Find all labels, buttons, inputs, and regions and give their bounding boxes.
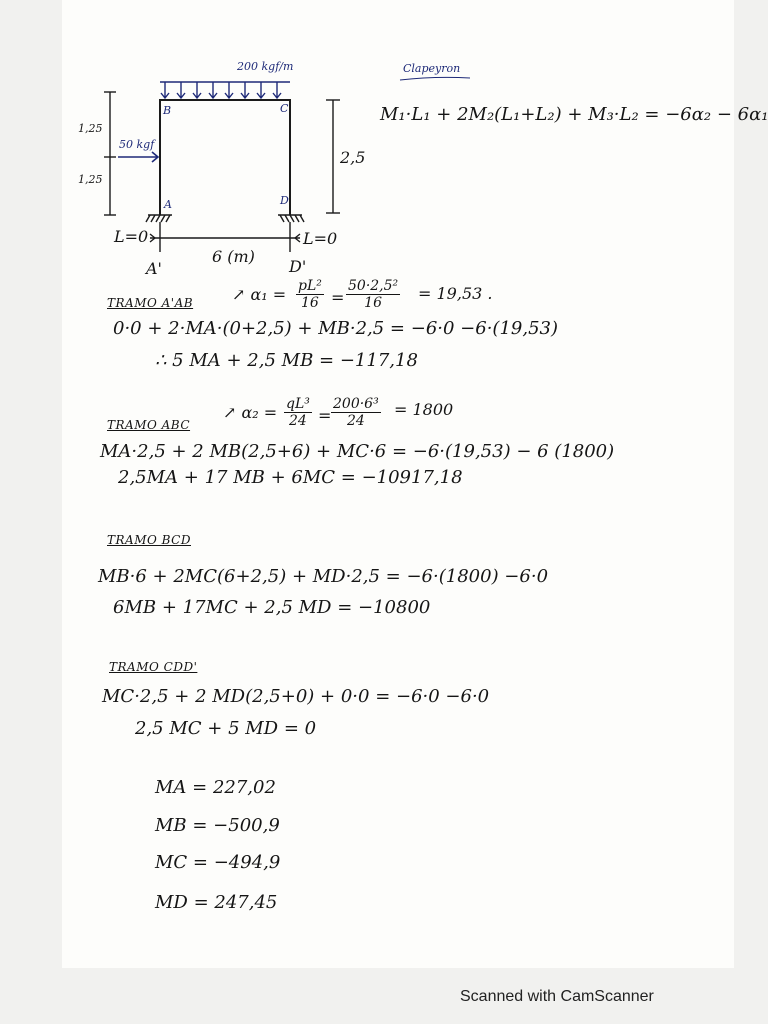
section1-line2: ∴ 5 MA + 2,5 MB = −117,18 xyxy=(155,350,418,371)
section1-alpha-lhs: ↗ α₁ = xyxy=(232,285,287,304)
section1-fraction1-den: 16 xyxy=(301,295,319,311)
section2-alpha-lhs: ↗ α₂ = xyxy=(223,403,278,422)
section1-alpha-result: = 19,53 . xyxy=(418,284,493,303)
section1-fraction1-num: pL² xyxy=(298,278,322,294)
scanner-watermark: Scanned with CamScanner xyxy=(460,988,654,1005)
a-prime-label: A' xyxy=(146,259,162,278)
section1-fraction2-num: 50·2,5² xyxy=(348,278,399,294)
section3-line2: 6MB + 17MC + 2,5 MD = −10800 xyxy=(113,597,431,618)
section2-fraction1-num: qL³ xyxy=(286,396,310,412)
section1-eq-sign: = xyxy=(331,288,345,307)
section2-line1: MA·2,5 + 2 MB(2,5+6) + MC·6 = −6·(19,53) − 6 (1800) xyxy=(100,441,615,462)
section3-line1: MB·6 + 2MC(6+2,5) + MD·2,5 = −6·(1800) −6·0 xyxy=(98,566,549,587)
section4-line2: 2,5 MC + 5 MD = 0 xyxy=(135,718,317,739)
section2-alpha-result: = 1800 xyxy=(394,400,454,419)
section1-line1: 0·0 + 2·MA·(0+2,5) + MB·2,5 = −6·0 −6·(19,53) xyxy=(113,318,558,339)
result-mc: MC = −494,9 xyxy=(155,852,281,873)
section2-fraction2-num: 200·6³ xyxy=(333,396,379,412)
d-prime-label: D' xyxy=(289,257,307,276)
left-length-label: L=0 xyxy=(114,227,149,246)
result-mb: MB = −500,9 xyxy=(155,815,280,836)
node-b-label: B xyxy=(163,104,172,117)
section4-heading: TRAMO CDD' xyxy=(109,660,198,674)
section4-line1: MC·2,5 + 2 MD(2,5+0) + 0·0 = −6·0 −6·0 xyxy=(102,686,490,707)
right-length-label: L=0 xyxy=(303,229,338,248)
node-c-label: C xyxy=(280,102,289,115)
dim-right-label: 2,5 xyxy=(340,148,366,167)
support-d xyxy=(278,215,304,222)
section1-fraction1 xyxy=(296,278,324,311)
node-d-label: D xyxy=(280,194,289,207)
support-a xyxy=(146,215,172,222)
node-a-label: A xyxy=(164,198,172,211)
section1-fraction2-den: 16 xyxy=(364,295,382,311)
result-ma: MA = 227,02 xyxy=(155,777,276,798)
left-dimension xyxy=(104,92,116,215)
section3-heading: TRAMO BCD xyxy=(107,533,191,547)
distributed-load-arrows xyxy=(161,82,281,98)
section2-fraction2-den: 24 xyxy=(346,413,365,429)
section2-eq-sign: = xyxy=(318,406,332,425)
clapeyron-equation: M₁·L₁ + 2M₂(L₁+L₂) + M₃·L₂ = −6α₂ − 6α₁ xyxy=(380,104,768,125)
dim-upper-label: 1,25 xyxy=(78,122,103,135)
section1-heading: TRAMO A'AB xyxy=(107,296,194,310)
section2-line2: 2,5MA + 17 MB + 6MC = −10917,18 xyxy=(118,467,463,488)
span-label: 6 (m) xyxy=(212,247,255,266)
point-load-label: 50 kgf xyxy=(119,138,155,151)
result-md: MD = 247,45 xyxy=(155,892,278,913)
distributed-load-label: 200 kgf/m xyxy=(237,60,294,73)
section1-fraction2 xyxy=(346,278,400,311)
section2-heading: TRAMO ABC xyxy=(107,418,191,432)
frame-outline xyxy=(160,100,290,215)
clapeyron-underline xyxy=(400,77,470,80)
section2-fraction1 xyxy=(284,396,312,429)
dim-lower-label: 1,25 xyxy=(78,173,103,186)
section2-fraction2 xyxy=(331,396,381,429)
section2-fraction1-den: 24 xyxy=(289,413,307,429)
right-dimension xyxy=(326,100,340,213)
clapeyron-title: Clapeyron xyxy=(403,62,461,75)
point-load-arrow xyxy=(118,152,158,162)
